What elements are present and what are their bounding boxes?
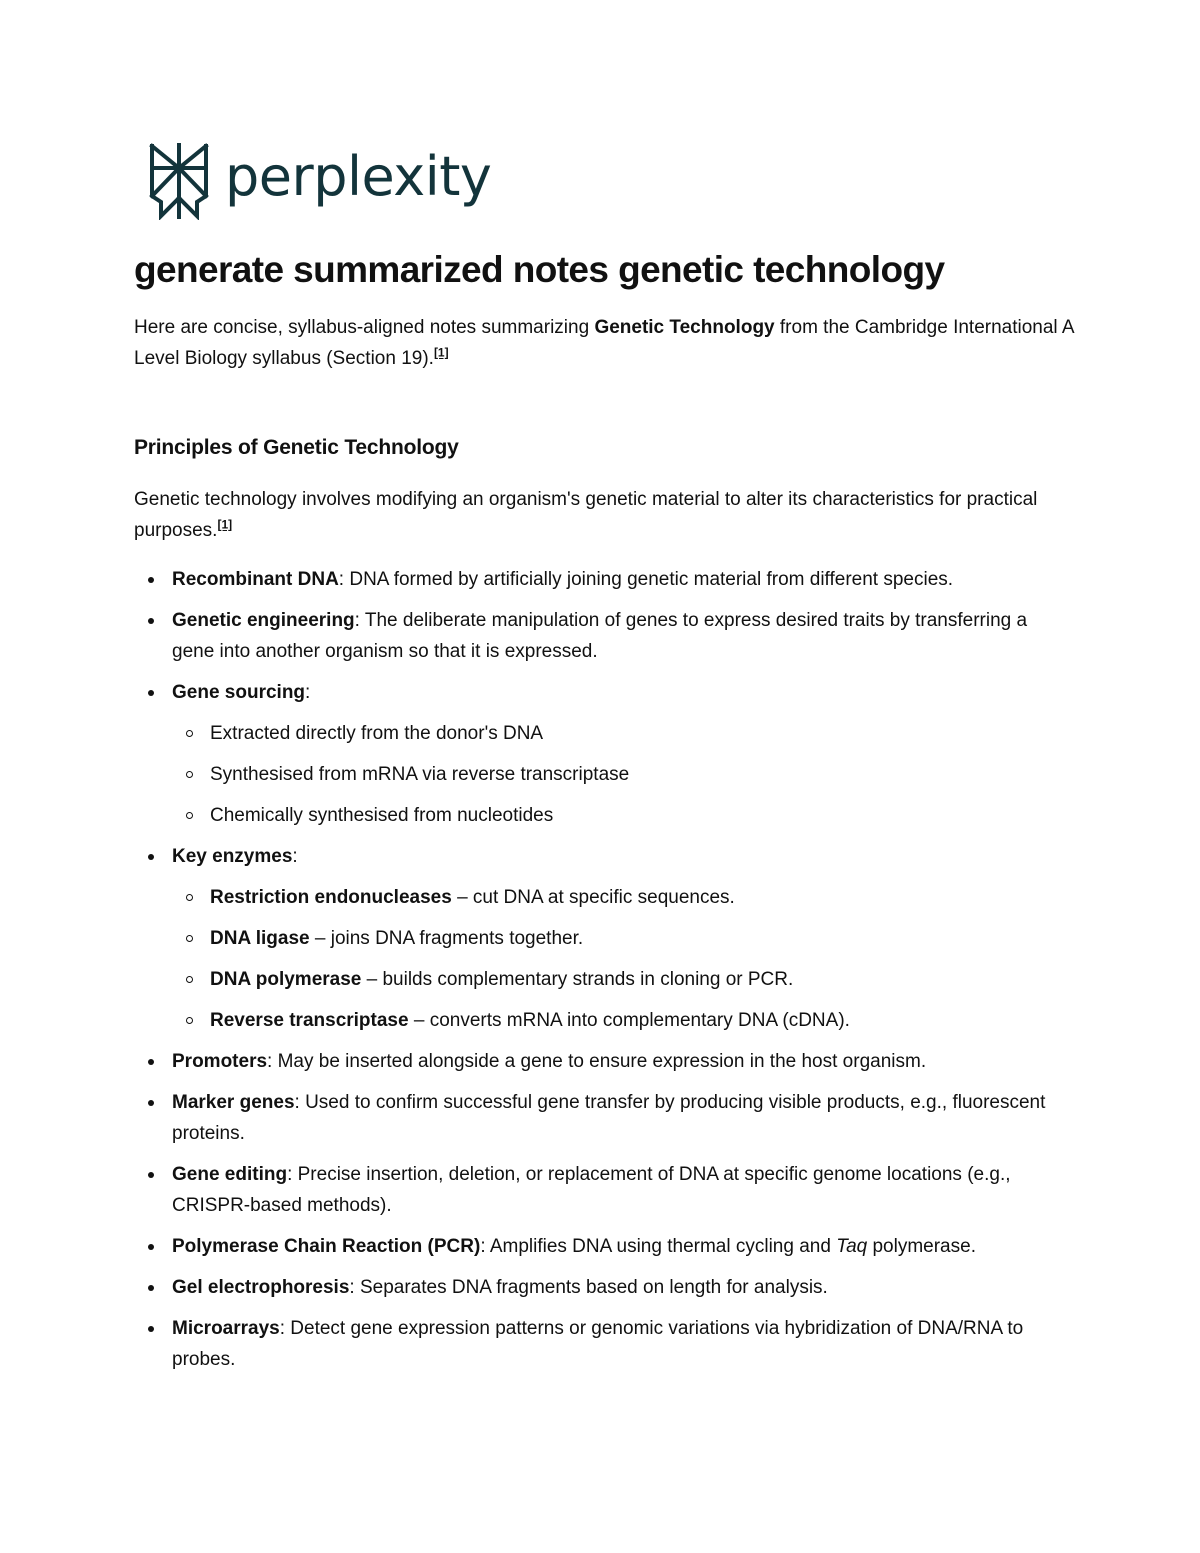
sub-list-item [210,1005,1074,1036]
definition: : The deliberate manipulation of genes to express desired traits by transferring a gene into another organism so that it is expressed. [172,610,1028,662]
sub-list-item: Extracted directly from the donor's DNA [210,718,1074,749]
term: DNA polymerase [210,969,362,990]
definition: : Detect gene expression patterns or genomic variations via hybridization of DNA/RNA to probes. [172,1318,1024,1370]
intro-text-before: Here are concise, syllabus-aligned notes summarizing [134,317,595,338]
definition: : Amplifies DNA using thermal cycling and [480,1236,837,1257]
list-item-promoters [172,1046,1074,1077]
sub-list-key-enzymes [172,882,1074,1036]
intro-bold-term: Genetic Technology [594,317,775,338]
intro-text-after: from the Cambridge International A Level Biology syllabus (Section 19). [134,317,1074,369]
list-item-pcr [172,1231,1074,1262]
sub-list-gene-sourcing [172,718,1074,831]
term: Gene editing [172,1164,288,1185]
sub-list-item: Chemically synthesised from nucleotides [210,800,1074,831]
list-item-marker-genes [172,1087,1074,1149]
definition: – builds complementary strands in cloning or PCR. [361,969,794,990]
sub-list-item: Synthesised from mRNA via reverse transcriptase [210,759,1074,790]
document-content [134,248,1074,1385]
term: Reverse transcriptase [210,1010,409,1031]
term: Gene sourcing [172,682,306,703]
list-item-recombinant-dna [172,564,1074,595]
notes-list [134,564,1074,1375]
citation-link[interactable]: [1] [433,345,449,360]
citation-link[interactable]: [1] [217,517,233,532]
term: Microarrays [172,1318,280,1339]
term: Gel electrophoresis [172,1277,350,1298]
term: Recombinant DNA [172,569,339,590]
intro-paragraph [134,312,1074,374]
definition: : Precise insertion, deletion, or replacement of DNA at specific genome locations (e.g., CRISPR-based methods). [172,1164,1011,1216]
term: Promoters [172,1051,268,1072]
section-paragraph [134,484,1074,546]
list-item-gel-electrophoresis [172,1272,1074,1303]
definition: : [305,682,311,703]
section-heading: Principles of Genetic Technology [134,436,459,459]
definition: : [292,846,298,867]
definition: : Used to confirm successful gene transfer by producing visible products, e.g., fluorescent proteins. [172,1092,1046,1144]
perplexity-logo-icon [147,142,211,220]
definition: – cut DNA at specific sequences. [451,887,735,908]
term: Polymerase Chain Reaction (PCR) [172,1236,481,1257]
list-item-microarrays [172,1313,1074,1375]
definition-end: polymerase. [867,1236,976,1257]
term: DNA ligase [210,928,310,949]
definition: : DNA formed by artificially joining genetic material from different species. [338,569,954,590]
definition: – converts mRNA into complementary DNA (cDNA). [408,1010,850,1031]
sub-list-item [210,923,1074,954]
italic-term: Taq [836,1236,868,1257]
section-paragraph-text: Genetic technology involves modifying an organism's genetic material to alter its characteristics for practical purposes. [134,489,1038,541]
term: Genetic engineering [172,610,355,631]
list-item-genetic-engineering [172,605,1074,667]
perplexity-logo [147,142,491,220]
list-item-gene-editing [172,1159,1074,1221]
definition: : May be inserted alongside a gene to ensure expression in the host organism. [267,1051,927,1072]
term: Restriction endonucleases [210,887,452,908]
list-item-gene-sourcing [172,677,1074,831]
sub-list-item [210,882,1074,913]
term: Marker genes [172,1092,295,1113]
sub-list-item [210,964,1074,995]
term: Key enzymes [172,846,293,867]
list-item-key-enzymes [172,841,1074,1036]
perplexity-wordmark: perplexity [225,145,492,208]
definition: – joins DNA fragments together. [309,928,584,949]
definition: : Separates DNA fragments based on length for analysis. [349,1277,828,1298]
page-title: generate summarized notes genetic technology [134,249,945,290]
